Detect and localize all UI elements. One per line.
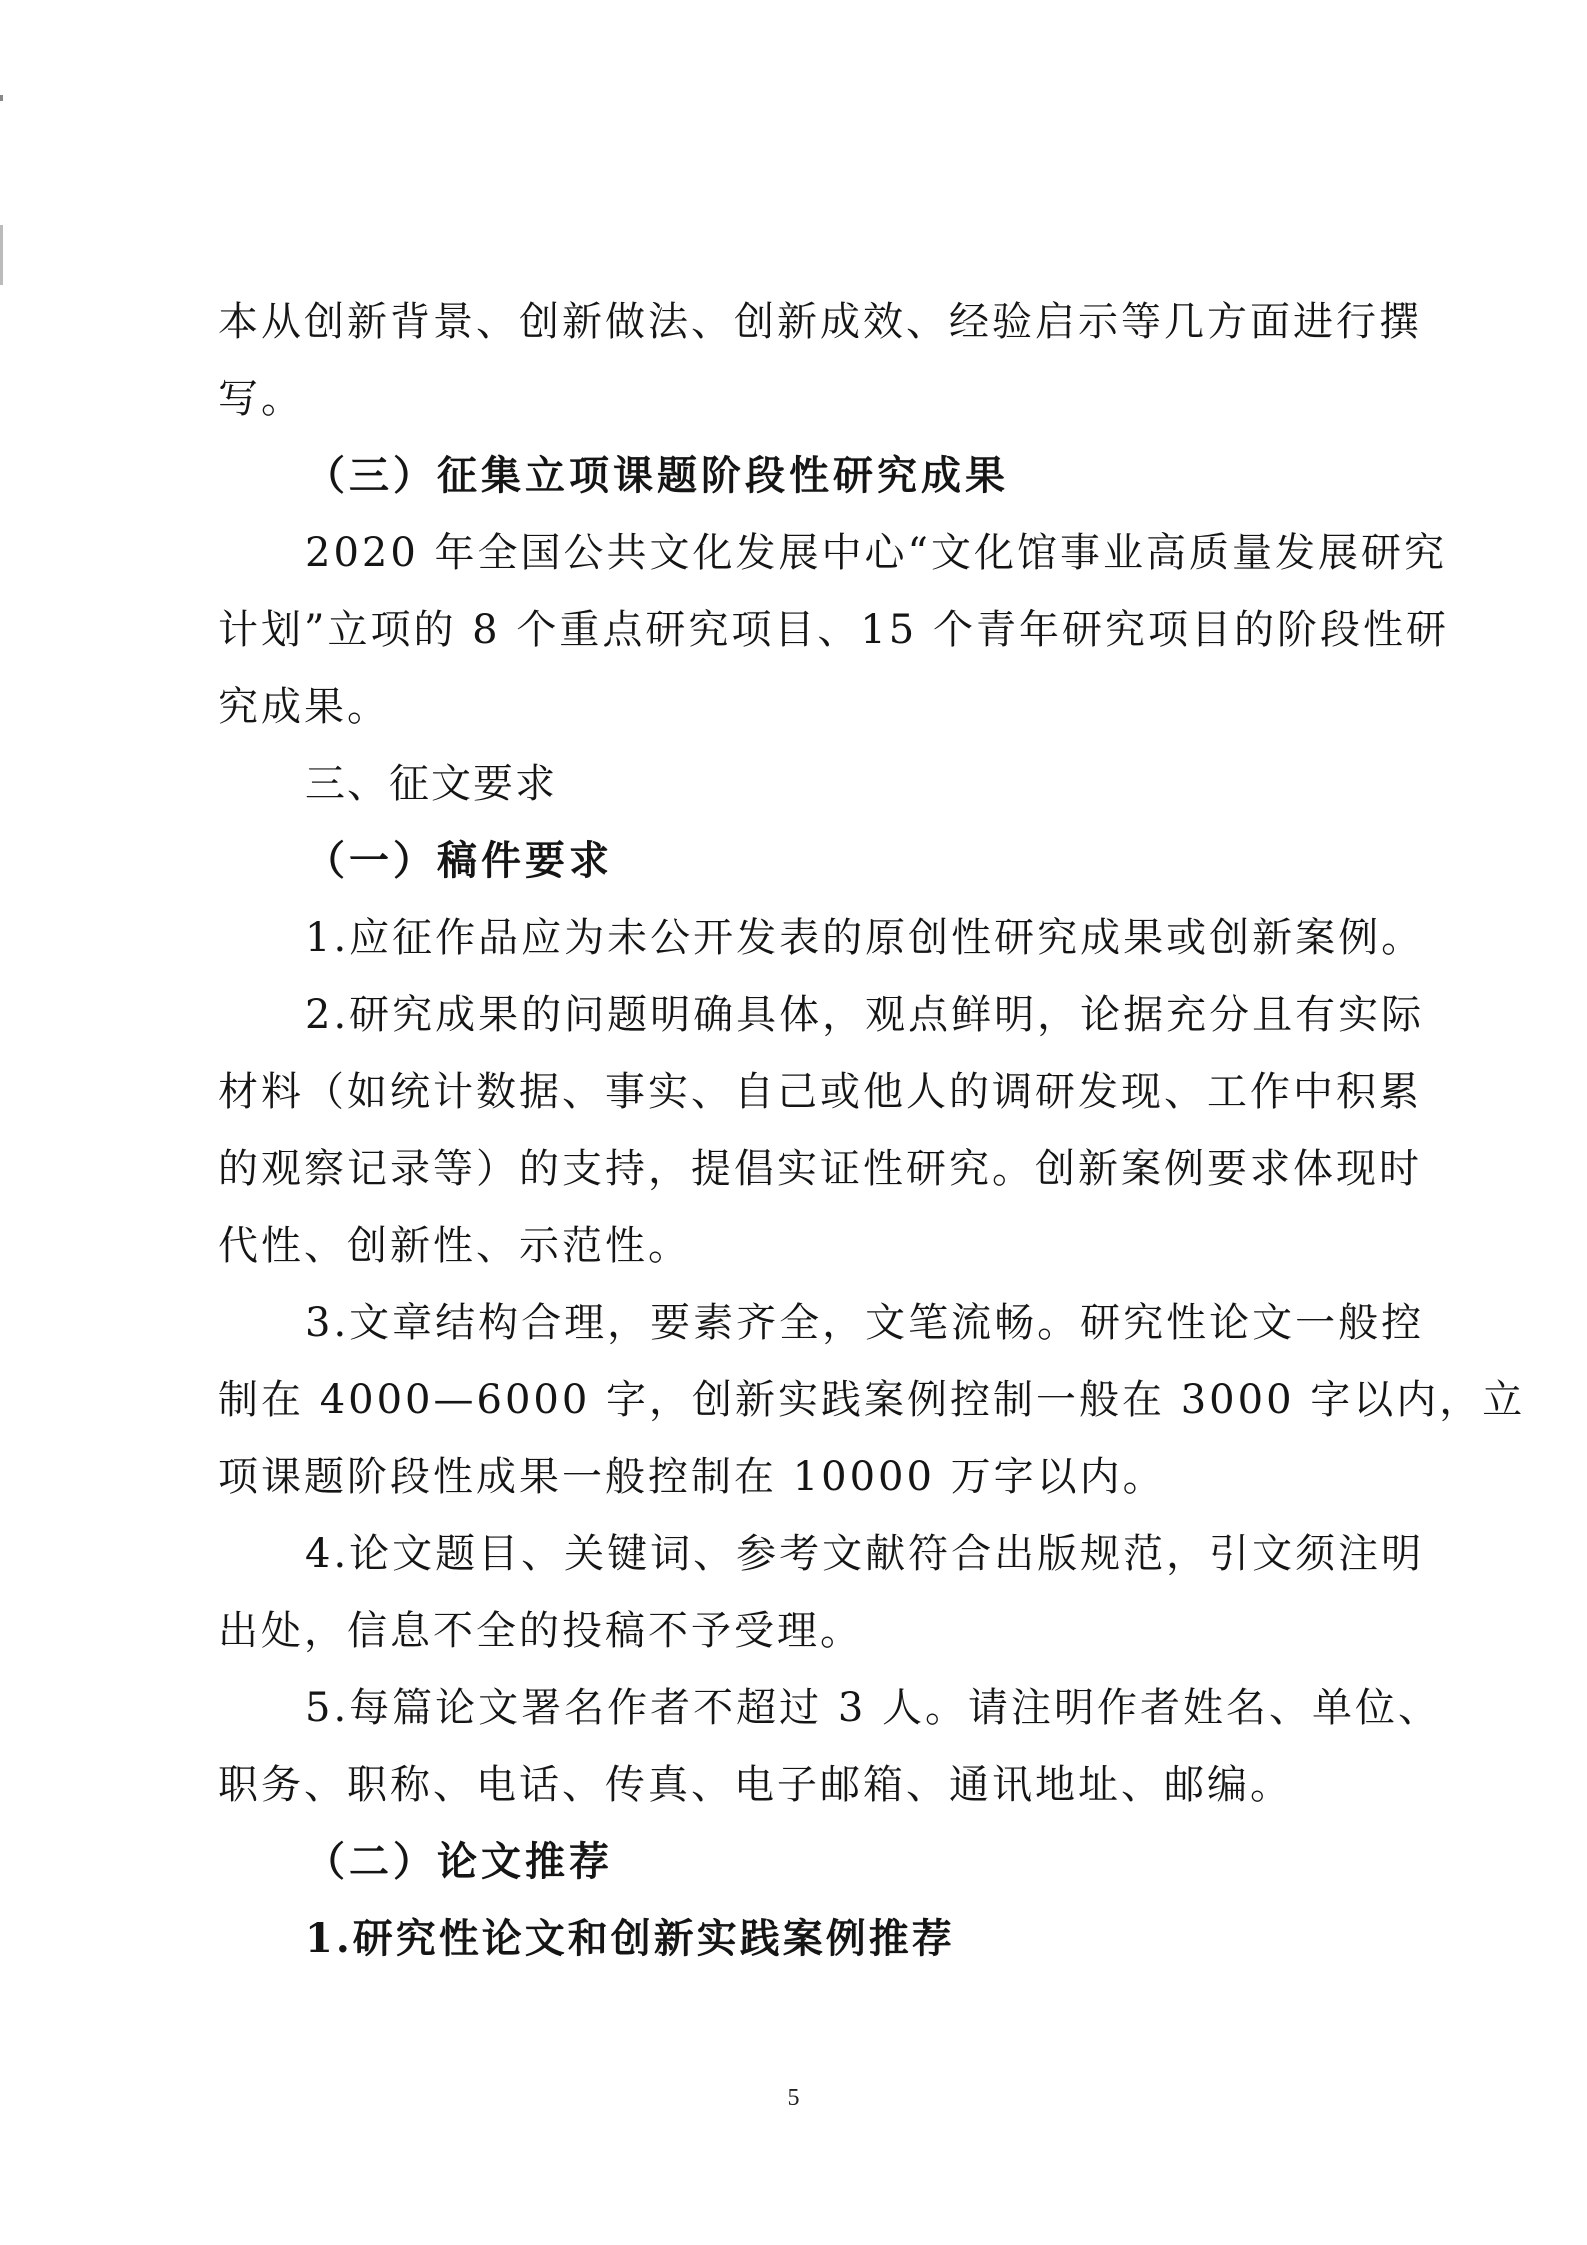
scan-artifact xyxy=(0,225,3,285)
body-line: 本从创新背景、创新做法、创新成效、经验启示等几方面进行撰 xyxy=(218,299,1422,345)
body-line: 制在 4000—6000 字，创新实践案例控制一般在 3000 字以内，立 xyxy=(218,1377,1526,1423)
body-line: 究成果。 xyxy=(218,684,390,730)
body-line: 3.文章结构合理，要素齐全，文笔流畅。研究性论文一般控 xyxy=(305,1300,1425,1346)
body-line: 项课题阶段性成果一般控制在 10000 万字以内。 xyxy=(218,1454,1166,1500)
subsection-heading: （二）论文推荐 xyxy=(305,1838,613,1885)
body-line: 写。 xyxy=(218,376,304,422)
body-line: 2020 年全国公共文化发展中心“文化馆事业高质量发展研究 xyxy=(305,530,1447,576)
subsection-heading: （三）征集立项课题阶段性研究成果 xyxy=(305,452,1009,499)
body-line: 5.每篇论文署名作者不超过 3 人。请注明作者姓名、单位、 xyxy=(305,1685,1442,1731)
section-heading: 三、征文要求 xyxy=(305,761,557,807)
body-line: 4.论文题目、关键词、参考文献符合出版规范，引文须注明 xyxy=(305,1531,1425,1577)
numbered-heading: 1.研究性论文和创新实践案例推荐 xyxy=(305,1915,955,1962)
body-line: 计划”立项的 8 个重点研究项目、15 个青年研究项目的阶段性研 xyxy=(218,607,1449,653)
subsection-heading: （一）稿件要求 xyxy=(305,837,613,884)
body-line: 的观察记录等）的支持，提倡实证性研究。创新案例要求体现时 xyxy=(218,1146,1422,1192)
body-line: 职务、职称、电话、传真、电子邮箱、通讯地址、邮编。 xyxy=(218,1762,1293,1808)
page-number: 5 xyxy=(787,2085,800,2111)
body-line: 代性、创新性、示范性。 xyxy=(218,1223,691,1269)
scan-artifact xyxy=(0,95,3,101)
body-line: 1.应征作品应为未公开发表的原创性研究成果或创新案例。 xyxy=(305,915,1425,961)
body-line: 材料（如统计数据、事实、自己或他人的调研发现、工作中积累 xyxy=(218,1069,1422,1115)
body-line: 2.研究成果的问题明确具体，观点鲜明，论据充分且有实际 xyxy=(305,992,1425,1038)
body-line: 出处，信息不全的投稿不予受理。 xyxy=(218,1608,863,1654)
